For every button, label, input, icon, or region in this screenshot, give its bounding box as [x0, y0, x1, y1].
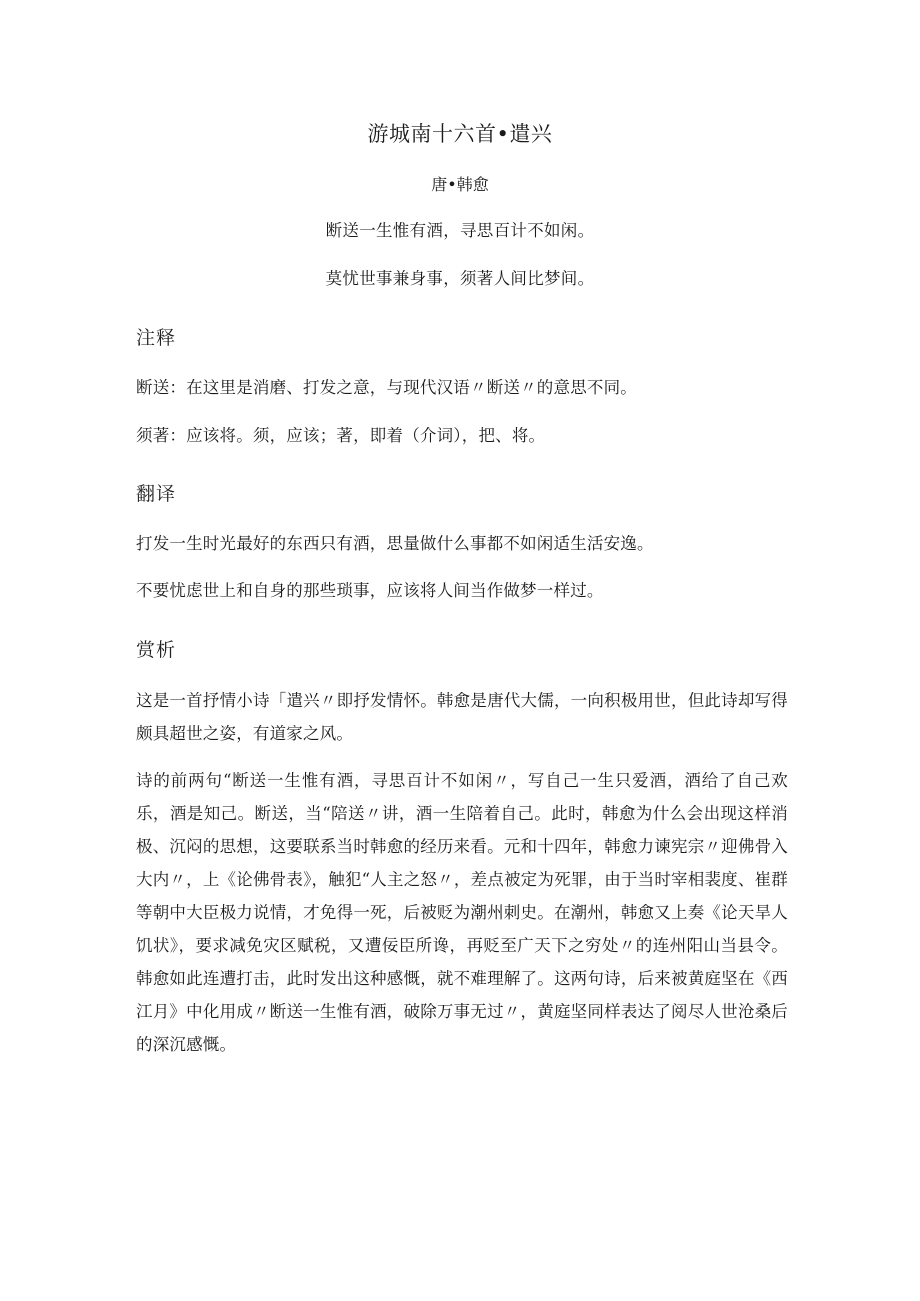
- poem-line-2: 莫忧世事兼身事，须著人间比梦间。: [325, 269, 595, 288]
- appreciation-paragraph-2: 诗的前两句“断送一生惟有酒，寻思百计不如闲〃，写自己一生只爱酒，酒给了自己欢乐，酒是知己。断送，当“陪送〃讲，酒一生陪着自己。此时，韩愈为什么会出现这样消极、沉闷的思想，这要联系当时韩愈的经历来看。元和十四年，韩愈力谏宪宗〃迎佛骨入大内〃，上《论佛骨表》，触犯“人主之怒〃，差点被定为死罪，由于当时宰相裴度、崔群等朝中大臣极力说情，才免得一死，后被贬为潮州刺史。在潮州，韩愈又上奏《论天旱人饥状》，要求减免灾区赋税，又遭佞臣所谗，再贬至广天下之穷处〃的连州阳山当县令。韩愈如此连遭打击，此时发出这种感慨，就不难理解了。这两句诗，后来被黄庭坚在《西江月》中化用成〃断送一生惟有酒，破除万事无过〃，黄庭坚同样表达了阅尽人世沧桑后的深沉感慨。: [136, 771, 788, 1054]
- poem-title: 游城南十六首•遣兴: [367, 122, 553, 146]
- notes-heading: 注释: [136, 327, 177, 349]
- poem-line-1: 断送一生惟有酒，寻思百计不如闲。: [325, 221, 595, 240]
- appreciation-heading: 赏析: [136, 639, 177, 661]
- note-item-1: 断送：在这里是消磨、打发之意，与现代汉语〃断送〃的意思不同。: [136, 378, 637, 397]
- appreciation-paragraph-1: 这是一首抒情小诗「遣兴〃即抒发情怀。韩愈是唐代大儒，一向积极用世，但此诗却写得颇具超世之姿，有道家之风。: [136, 691, 788, 743]
- note-item-2: 须著：应该将。须，应该；著，即着（介词），把、将。: [136, 426, 546, 445]
- translation-heading: 翻译: [136, 483, 177, 505]
- translation-item-1: 打发一生时光最好的东西只有酒，思量做什么事都不如闲适生活安逸。: [136, 534, 654, 553]
- translation-item-2: 不要忧虑世上和自身的那些琐事，应该将人间当作做梦一样过。: [136, 581, 604, 600]
- poem-author: 唐•韩愈: [431, 175, 489, 194]
